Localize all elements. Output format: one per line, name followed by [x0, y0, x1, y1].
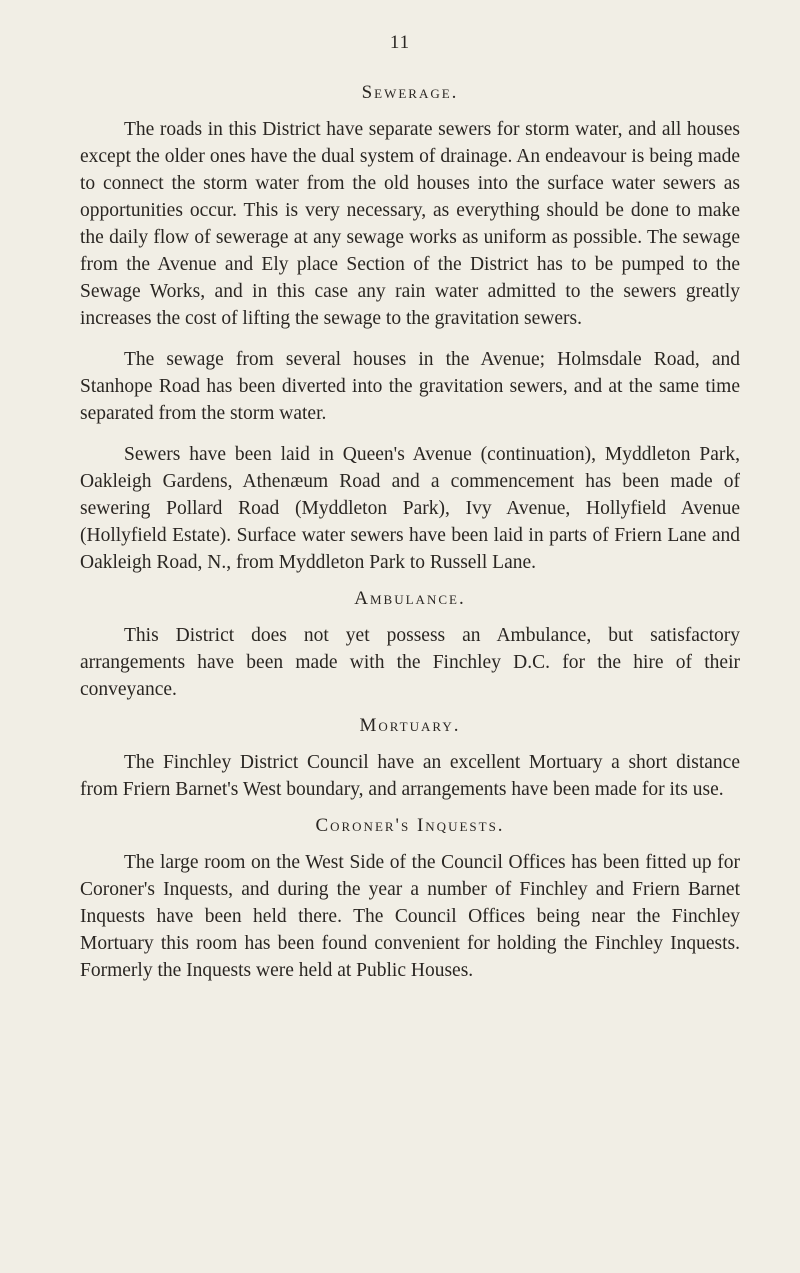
- section-heading-ambulance: Ambulance.: [354, 588, 466, 609]
- paragraph: Sewers have been laid in Queen's Avenue (continuation), Myddleton Park, Oakleigh Gardens, Athenæum Road and a commencement has been made of sewering Pollard Road (Myddleton Park), Ivy Avenue, Hollyfield Avenue (Hollyfield Estate). Surface water sewers have been laid in parts of Friern Lane and Oakleigh Road, N., from Myddleton Park to Russell Lane.: [80, 444, 740, 573]
- section-sewerage: [80, 80, 740, 576]
- paragraph: This District does not yet possess an Ambulance, but satisfactory arrangements have been made with the Finchley D.C. for the hire of their conveyance.: [80, 625, 740, 700]
- paragraph: The sewage from several houses in the Avenue; Holmsdale Road, and Stanhope Road has been diverted into the gravitation sewers, and at the same time separated from the storm water.: [80, 349, 740, 424]
- section-coroners-inquests: [80, 813, 740, 984]
- page-number: 11: [389, 32, 411, 53]
- section-ambulance: [80, 586, 740, 703]
- section-mortuary: [80, 713, 740, 803]
- section-heading-coroners-inquests: Coroner's Inquests.: [315, 815, 505, 836]
- document-body: [80, 80, 740, 998]
- paragraph: The large room on the West Side of the Council Offices has been fitted up for Coroner's Inquests, and during the year a number of Finchley and Friern Barnet Inquests have been held there. The Council Offices being near the Finchley Mortuary this room has been found convenient for holding the Finchley Inquests. Formerly the Inquests were held at Public Houses.: [80, 852, 740, 981]
- section-heading-mortuary: Mortuary.: [359, 715, 461, 736]
- paragraph: The Finchley District Council have an excellent Mortuary a short distance from Friern Barnet's West boundary, and arrangements have been made for its use.: [80, 752, 740, 800]
- paragraph: The roads in this District have separate sewers for storm water, and all houses except the older ones have the dual system of drainage. An endeavour is being made to connect the storm water from the old houses into the surface water sewers as opportunities occur. This is very necessary, as everything should be done to make the daily flow of sewerage at any sewage works as uniform as possible. The sewage from the Avenue and Ely place Section of the District has to be pumped to the Sewage Works, and in this case any rain water admitted to the sewers greatly increases the cost of lifting the sewage to the gravitation sewers.: [80, 119, 740, 329]
- section-heading-sewerage: Sewerage.: [361, 82, 459, 103]
